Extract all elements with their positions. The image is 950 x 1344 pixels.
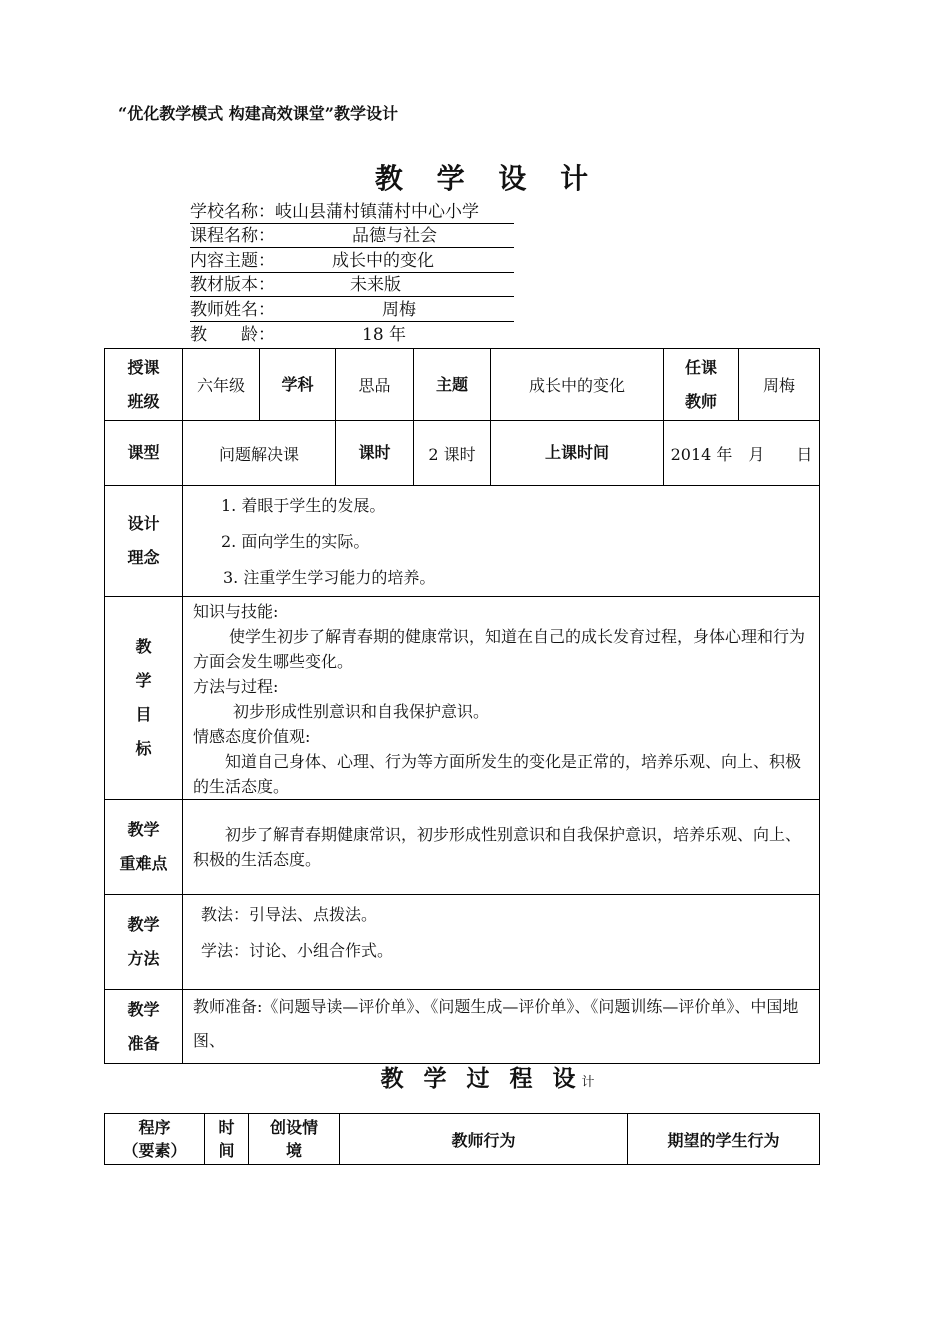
- teacher-label: 任课 教师: [664, 349, 739, 421]
- topic-label: 内容主题：: [190, 251, 275, 271]
- goals-label: 教 学 目 标: [105, 597, 183, 800]
- concept-item: 2. 面向学生的实际。: [221, 532, 370, 551]
- methods-item: 教法：引导法、点拨法。: [201, 905, 378, 924]
- goals-line: 初步形成性别意识和自我保护意识。: [233, 702, 490, 721]
- age-row: [190, 324, 407, 346]
- methods-label: 教学 方法: [105, 895, 183, 990]
- theme-value: 成长中的变化: [491, 349, 664, 421]
- col-student-behavior: 期望的学生行为: [628, 1114, 820, 1165]
- col-time: 时 间: [205, 1114, 249, 1165]
- school-label: 学校名称：: [190, 202, 275, 222]
- process-title-suffix: 计: [581, 1075, 595, 1090]
- row-prep: [105, 990, 820, 1064]
- prep-text: 教师准备:《问题导读—评价单》、《问题生成—评价单》、《问题训练—评价单》、中国地图、: [193, 997, 799, 1050]
- edition-value: 未来版: [350, 275, 401, 295]
- goals-line: 知识与技能:: [193, 602, 279, 621]
- row-goals: [105, 597, 820, 800]
- course-row: [190, 225, 514, 248]
- keypoints-text: 初步了解青春期健康常识，初步形成性别意识和自我保护意识，培养乐观、向上、积极的生活态度。: [193, 825, 802, 869]
- row-concept: [105, 486, 820, 597]
- topic-row: [190, 250, 514, 273]
- school-row: [190, 201, 514, 224]
- row-keypoints: [105, 800, 820, 895]
- school-value: 岐山县蒲村镇蒲村中心小学: [275, 202, 479, 222]
- row-methods: [105, 895, 820, 990]
- hours-label: 课时: [336, 421, 414, 486]
- prep-label: 教学 准备: [105, 990, 183, 1064]
- goals-line: 情感态度价值观:: [193, 727, 311, 746]
- methods-content: [183, 895, 820, 990]
- topic-value: 成长中的变化: [332, 251, 434, 271]
- process-table: [104, 1113, 820, 1165]
- edition-row: [190, 274, 514, 297]
- hours-value: 2 课时: [414, 421, 491, 486]
- process-header-row: [105, 1114, 820, 1165]
- age-value: 18 年: [362, 325, 407, 345]
- process-title: 教 学 过 程 设计: [380, 1065, 595, 1092]
- col-step: 程序 （要素）: [105, 1114, 205, 1165]
- goals-content: [183, 597, 820, 800]
- concept-label: 设计 理念: [105, 486, 183, 597]
- subject-label: 学科: [260, 349, 336, 421]
- teacher-value: 周梅: [382, 300, 416, 320]
- concept-item: 1. 着眼于学生的发展。: [221, 496, 386, 515]
- course-label: 课程名称：: [190, 226, 275, 246]
- class-value: 六年级: [183, 349, 260, 421]
- row-type: [105, 421, 820, 486]
- col-teacher-behavior: 教师行为: [340, 1114, 628, 1165]
- time-value: 2014 年 月 日: [664, 421, 820, 486]
- age-label: 教 龄：: [190, 325, 275, 345]
- course-value: 品德与社会: [352, 226, 437, 246]
- col-scenario: 创设情 境: [249, 1114, 340, 1165]
- row-class: [105, 349, 820, 421]
- goals-line: 方法与过程:: [193, 677, 279, 696]
- teacher-row: [190, 299, 514, 322]
- lesson-design-table: [104, 348, 820, 1064]
- time-label: 上课时间: [491, 421, 664, 486]
- type-value: 问题解决课: [183, 421, 336, 486]
- subject-value: 思品: [336, 349, 414, 421]
- concept-content: [183, 486, 820, 597]
- document-title: 教 学 设 计: [374, 162, 601, 195]
- prep-content: [183, 990, 820, 1064]
- teacher-label: 教师姓名：: [190, 300, 275, 320]
- type-label: 课型: [105, 421, 183, 486]
- goals-line: 知道自己身体、心理、行为等方面所发生的变化是正常的，培养乐观、向上、积极的生活态度。: [193, 752, 802, 796]
- keypoints-content: [183, 800, 820, 895]
- document-header: “优化教学模式 构建高效课堂”教学设计: [118, 104, 398, 123]
- keypoints-label: 教学 重难点: [105, 800, 183, 895]
- class-label: 授课 班级: [105, 349, 183, 421]
- concept-item: 3. 注重学生学习能力的培养。: [223, 568, 436, 587]
- goals-line: 使学生初步了解青春期的健康常识，知道在自己的成长发育过程，身体心理和行为方面会发生哪些变化。: [193, 627, 806, 671]
- theme-label: 主题: [414, 349, 491, 421]
- teacher-value: 周梅: [739, 349, 820, 421]
- edition-label: 教材版本：: [190, 275, 275, 295]
- methods-item: 学法：讨论、小组合作式。: [201, 941, 394, 960]
